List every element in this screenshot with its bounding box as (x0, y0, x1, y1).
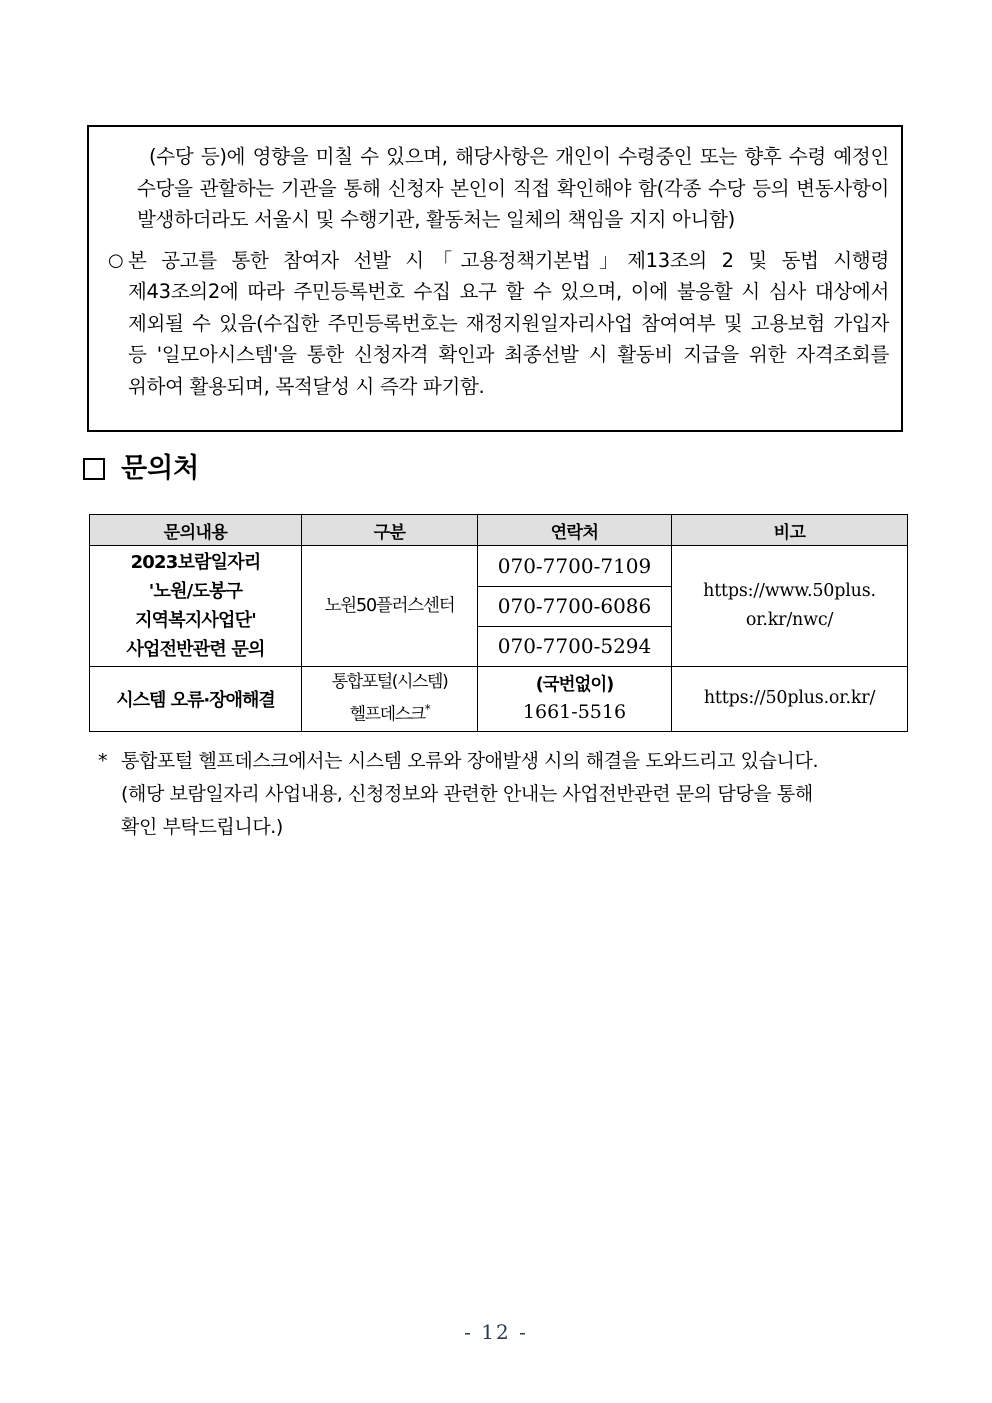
circle-bullet-icon: ○ (108, 249, 124, 271)
footnote-line-2: (해당 보람일자리 사업내용, 신청정보와 관련한 안내는 사업전반관련 문의 담당을 통해 (121, 783, 813, 805)
phone-list (478, 546, 671, 666)
footnote-star-icon: * (98, 750, 108, 772)
notice-bullet-item (101, 245, 889, 403)
remark-url-line: or.kr/nwc/ (745, 610, 834, 630)
contact-table (89, 514, 908, 732)
phone-number: 070-7700-7109 (478, 546, 671, 586)
phone-number: 1661-5516 (522, 700, 627, 723)
section-title: 문의처 (121, 453, 200, 484)
notice-paragraph-continued: (수당 등)에 영향을 미칠 수 있으며, 해당사항은 개인이 수령중인 또는 향후 수령 예정인 수당을 관할하는 기관을 통해 신청자 본인이 직접 확인해야 함(각종 수당 등의 변동사항이 발생하더라도 서울시 및 수행기관, 활동처는 일체의 책임을 지지 아니함) (137, 145, 889, 231)
footnote-line-1 (98, 745, 918, 778)
table-row (90, 546, 908, 667)
footnote-line-3: 확인 부탁드립니다.) (121, 816, 283, 838)
topic-line: 지역복지사업단' (135, 610, 256, 631)
remark-url-line: https://www.50plus. (703, 581, 876, 601)
cell-org-row2 (302, 667, 478, 732)
cell-org-row1: 노원50플러스센터 (302, 546, 478, 667)
org-line-text: 헬프데스크 (349, 704, 425, 725)
phone-number: 070-7700-5294 (497, 634, 652, 659)
footnote-marker: * (424, 702, 430, 716)
table-header-row (90, 515, 908, 546)
column-header-topic: 문의내용 (90, 515, 302, 546)
footnote-text-1: 통합포털 헬프데스크에서는 시스템 오류와 장애발생 시의 해결을 도와드리고 있습니다. (121, 750, 819, 772)
cell-phone-row2 (478, 667, 672, 732)
cell-topic-row1 (90, 546, 302, 667)
notice-bullet-text: 본 공고를 통한 참여자 선발 시「고용정책기본법」제13조의 2 및 동법 시행령 제43조의2에 따라 주민등록번호 수집 요구 할 수 있으며, 이에 불응할 시 심사 대상에서 제외될 수 있음(수집한 주민등록번호는 재정지원일자리사업 참여여부 및 고용보험 가입자 등 '일모아시스템'을 통한 신청자격 확인과 최종선발 시 활동비 지급을 위한 자격조회를 위하여 활용되며, 목적달성 시 즉각 파기함. (128, 248, 889, 398)
cell-remark-row1[interactable] (672, 546, 908, 667)
column-header-contact: 연락처 (478, 515, 672, 546)
table-row (90, 667, 908, 732)
topic-line: 사업전반관련 문의 (126, 639, 265, 660)
column-header-remark: 비고 (672, 515, 908, 546)
notice-box (87, 125, 903, 432)
phone-number: 070-7700-6086 (478, 586, 671, 626)
topic-line: 2023보람일자리 (130, 552, 261, 573)
footnote-block (98, 745, 918, 844)
org-line: 통합포털(시스템) (331, 672, 448, 692)
phone-prefix-label: (국번없이) (535, 674, 614, 695)
org-line-with-footnote (306, 696, 473, 729)
cell-topic-row2: 시스템 오류·장애해결 (90, 667, 302, 732)
column-header-type: 구분 (302, 515, 478, 546)
square-outline-icon (83, 458, 105, 480)
section-heading (83, 455, 199, 482)
topic-line: '노원/도봉구 (148, 581, 243, 602)
cell-remark-row2[interactable]: https://50plus.or.kr/ (672, 667, 908, 732)
cell-phone-group-row1 (478, 546, 672, 667)
page-number: - 12 - (464, 1320, 528, 1344)
